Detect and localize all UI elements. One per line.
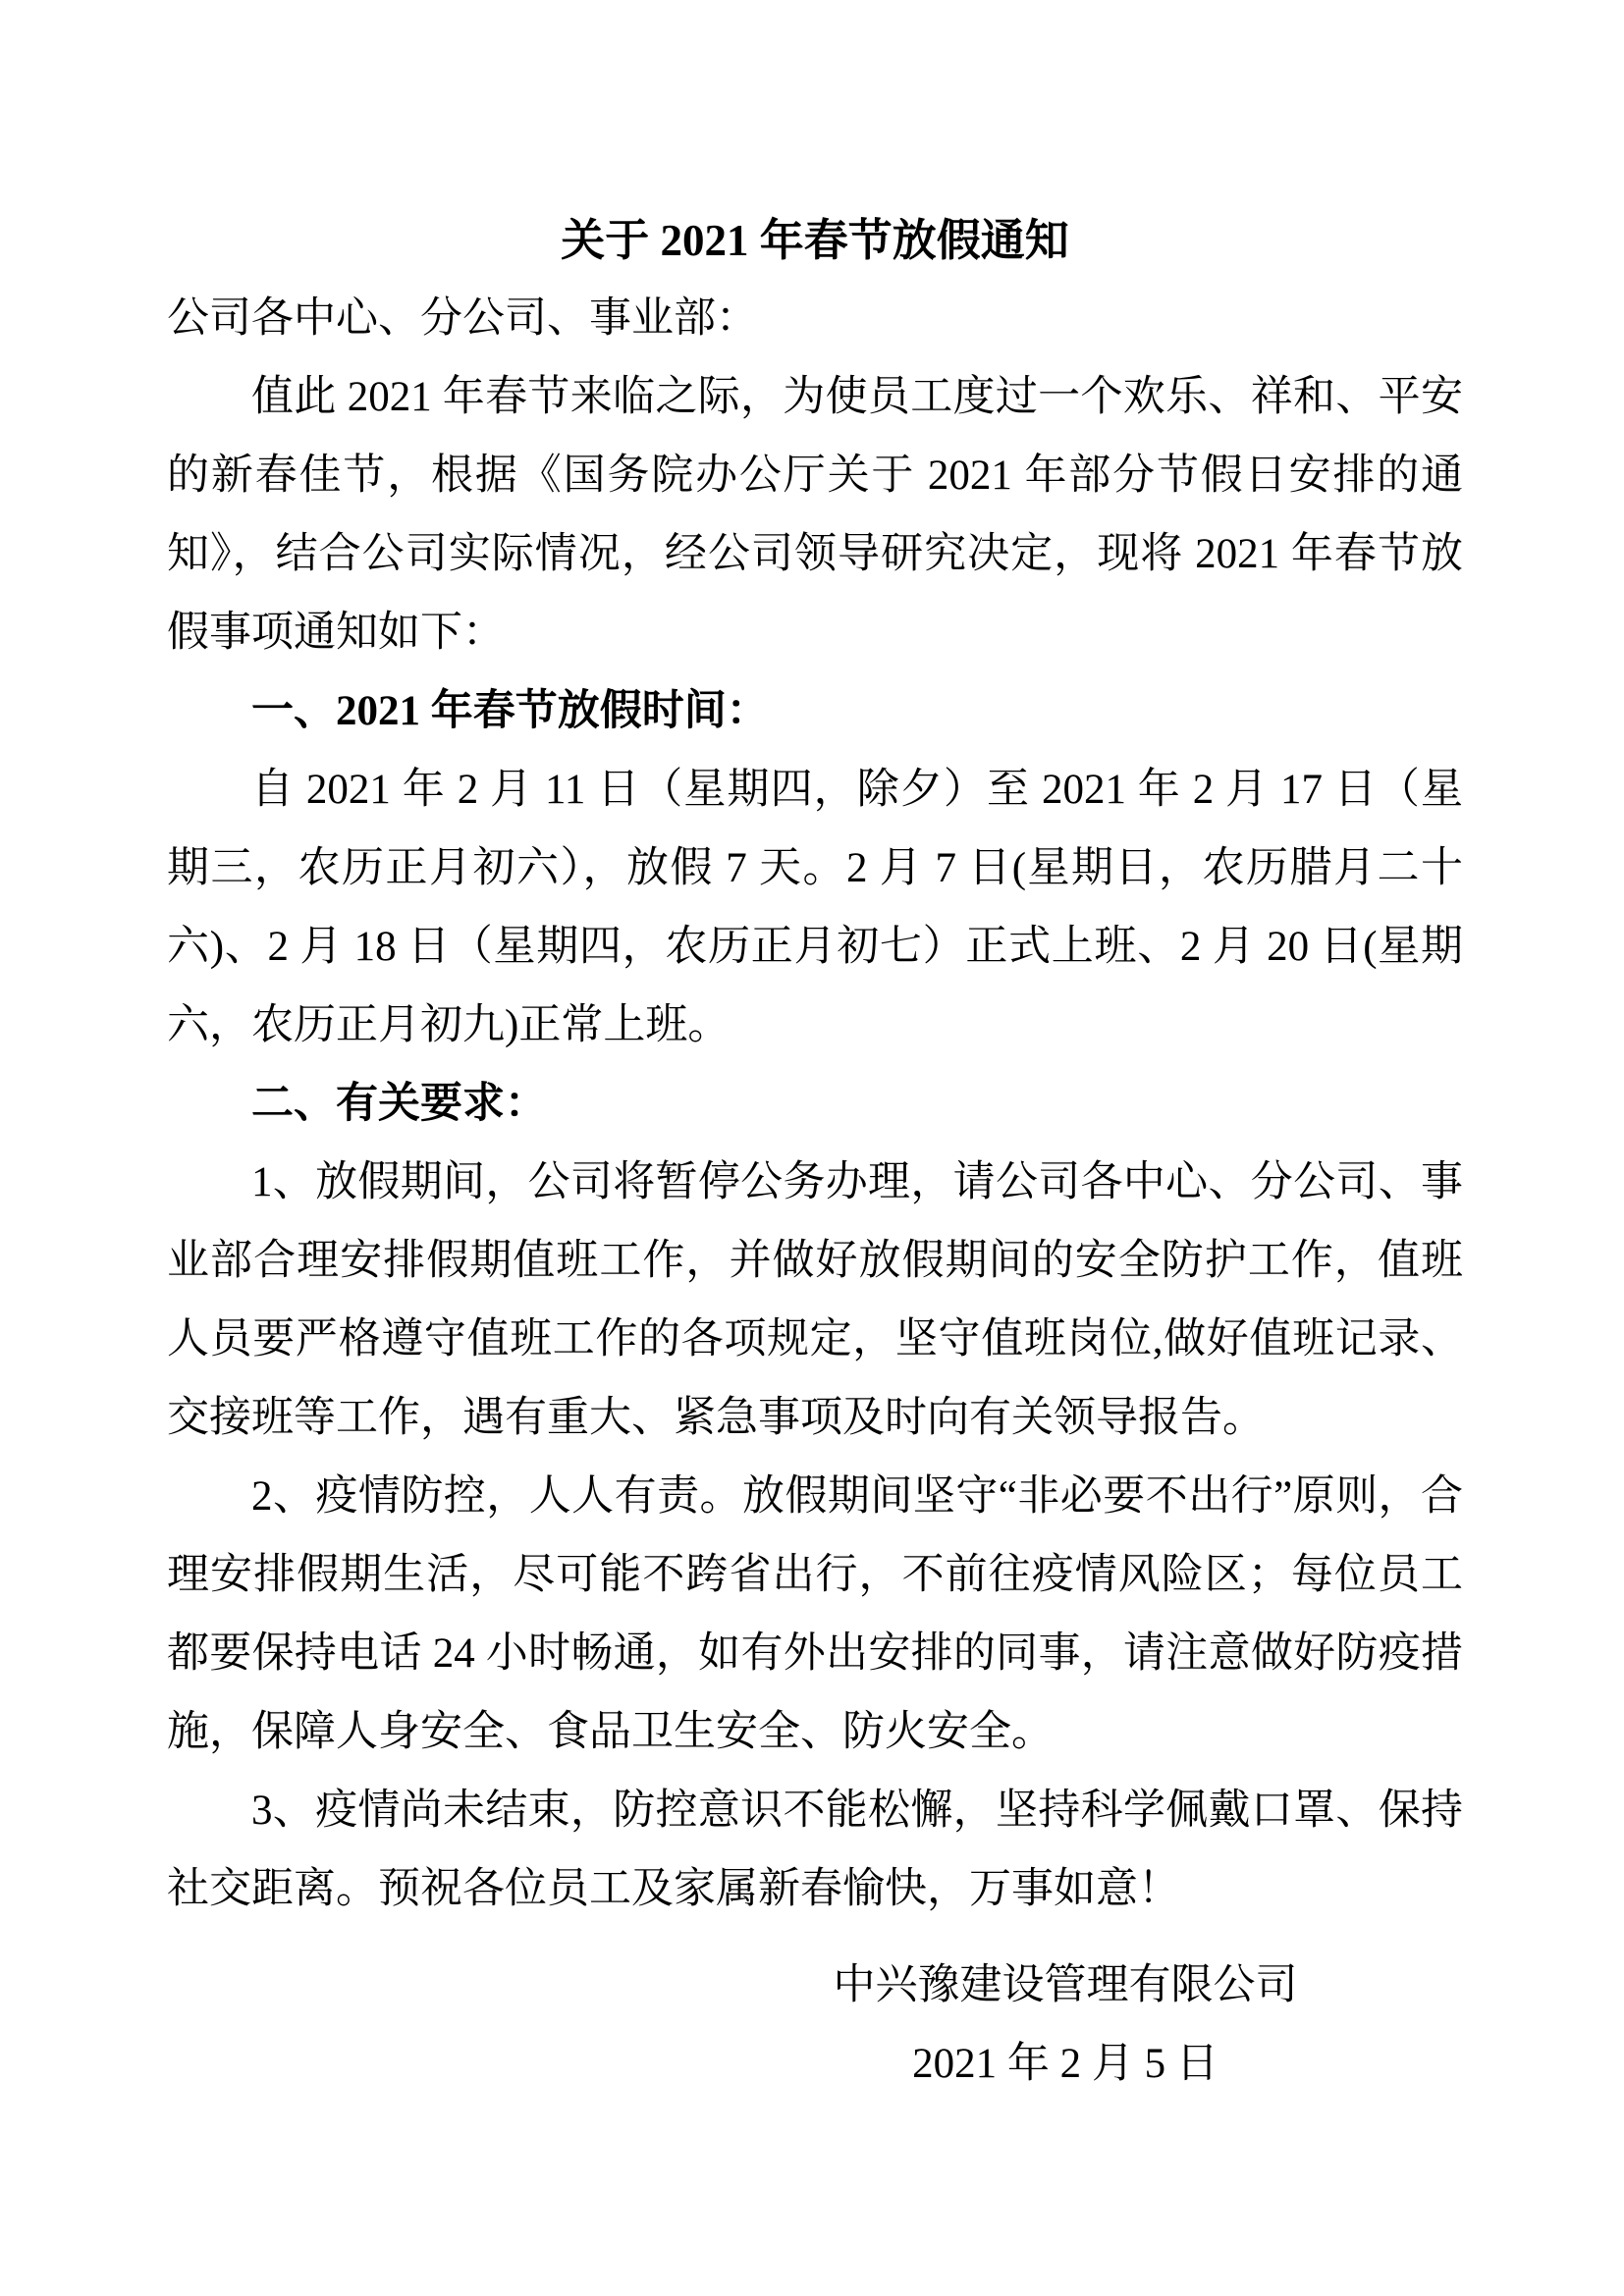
signature-block: [741, 1947, 1389, 2104]
signature-date: 2021 年 2 月 5 日: [912, 2041, 1218, 2087]
requirement-item-2: 2、疫情防控，人人有责。放假期间坚守“非必要不出行”原则，合理安排假期生活，尽可能不跨省出行，不前往疫情风险区；每位员工都要保持电话 24 小时畅通，如有外出安排的同事，请注意做好防疫措施，保障人身安全、食品卫生安全、防火安全。: [167, 1473, 1463, 1755]
section1-body: 自 2021 年 2 月 11 日（星期四，除夕）至 2021 年 2 月 17 日（星期三，农历正月初六），放假 7 天。2 月 7 日(星期日，农历腊月二十六)、2 月 18 日（星期四，农历正月初七）正式上班、2 月 20 日(星期六，农历正月初九)正常上班。: [167, 767, 1463, 1048]
salutation: 公司各中心、分公司、事业部：: [167, 295, 758, 342]
section1-heading: 一、2021 年春节放假时间：: [251, 688, 769, 734]
intro-paragraph: 值此 2021 年春节来临之际，为使员工度过一个欢乐、祥和、平安的新春佳节，根据《国务院办公厅关于 2021 年部分节假日安排的通知》，结合公司实际情况，经公司领导研究决定，现将 2021 年春节放假事项通知如下：: [167, 374, 1463, 656]
requirement-item-1: 1、放假期间，公司将暂停公务办理，请公司各中心、分公司、事业部合理安排假期值班工作，并做好放假期间的安全防护工作，值班人员要严格遵守值班工作的各项规定，坚守值班岗位,做好值班记录、交接班等工作，遇有重大、紧急事项及时向有关领导报告。: [167, 1159, 1463, 1441]
signature-company: 中兴豫建设管理有限公司: [833, 1962, 1298, 2008]
document-title: 关于 2021 年春节放假通知: [561, 216, 1069, 265]
requirement-item-3: 3、疫情尚未结束，防控意识不能松懈，坚持科学佩戴口罩、保持社交距离。预祝各位员工及家属新春愉快，万事如意！: [167, 1788, 1463, 1912]
section2-heading: 二、有关要求：: [251, 1081, 547, 1127]
